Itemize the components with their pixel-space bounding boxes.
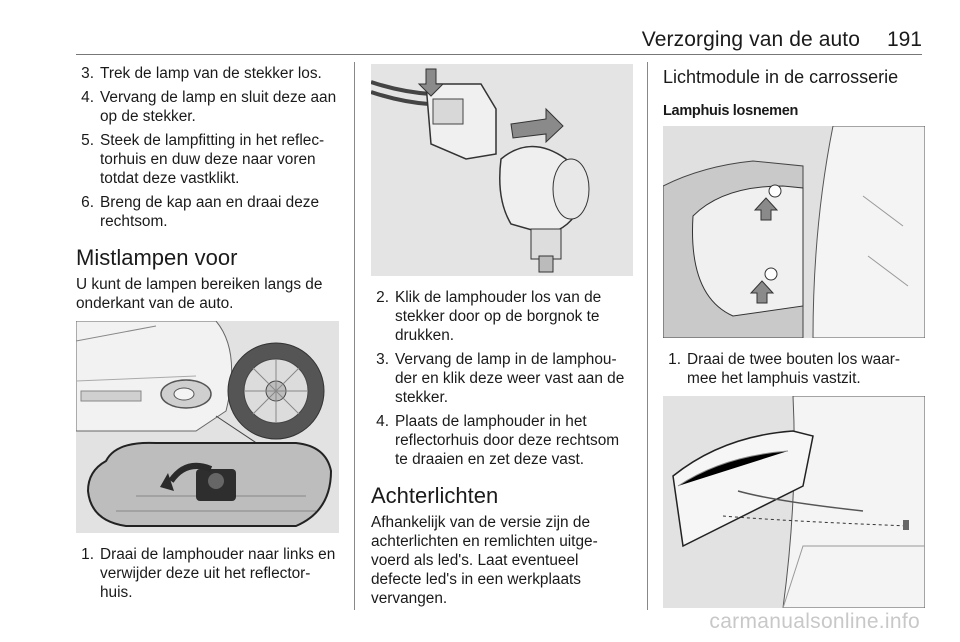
step-item: 2. Klik de lamphouder los van de stekker door op de borgnok te drukken. (376, 289, 602, 344)
step-list-middle (371, 288, 633, 469)
lampholder-illustration (371, 64, 633, 276)
header-rule (76, 54, 922, 55)
step-item: 5. Steek de lampfitting in het reflec-torhuis en duw deze naar voren totdat deze vastklikt. (81, 132, 325, 187)
section-title-fog-lamps: Mistlampen voor (76, 245, 238, 270)
step-item: 1. Draai de lamphouder naar links en verwijder deze uit het reflector-huis. (81, 546, 336, 601)
column-left (76, 64, 340, 607)
section-title-rear-lights: Achterlichten (371, 483, 499, 508)
step-item: 4. Vervang de lamp en sluit deze aan op de stekker. (81, 89, 337, 125)
step-item: 1. Draai de twee bouten los waar-mee het lamphuis vastzit. (668, 351, 901, 387)
fog-lamps-intro: U kunt de lampen bereiken langs de onderkant van de auto. (76, 276, 323, 312)
column-middle (371, 64, 633, 608)
column-divider-1 (354, 62, 355, 610)
fog-lamp-illustration (76, 321, 339, 533)
column-right (663, 64, 925, 608)
step-item: 4. Plaats de lamphouder in het reflectorhuis door deze rechtsom te draaien en zet deze vast. (376, 413, 620, 468)
tail-lamp-removed-illustration (663, 396, 925, 608)
column-divider-2 (647, 62, 648, 610)
rear-lights-body: Afhankelijk van de versie zijn de achterlichten en remlichten uitge-voerd als led's. Laat eventueel defecte led's in een werkplaats vervangen. (371, 514, 598, 607)
step-item: 3. Trek de lamp van de stekker los. (81, 65, 322, 82)
subheading-light-module: Lichtmodule in de carrosserie (663, 67, 899, 87)
step-list-top (76, 64, 340, 231)
watermark: carmanualsonline.info (709, 610, 920, 633)
subheading-remove-housing: Lamphuis losnemen (663, 103, 799, 119)
page-number: 191 (886, 28, 922, 51)
header-title: Verzorging van de auto (641, 28, 860, 51)
tail-lamp-bolts-illustration (663, 126, 925, 338)
step-item: 6. Breng de kap aan en draai deze rechtsom. (81, 194, 320, 230)
lampholder-drawing (371, 64, 633, 276)
step-item: 3. Vervang de lamp in de lamphou-der en klik deze weer vast aan de stekker. (376, 351, 625, 406)
fog-lamp-drawing (76, 321, 339, 533)
tail-lamp-removed-drawing (663, 396, 925, 608)
tail-lamp-bolts-drawing (663, 126, 925, 338)
